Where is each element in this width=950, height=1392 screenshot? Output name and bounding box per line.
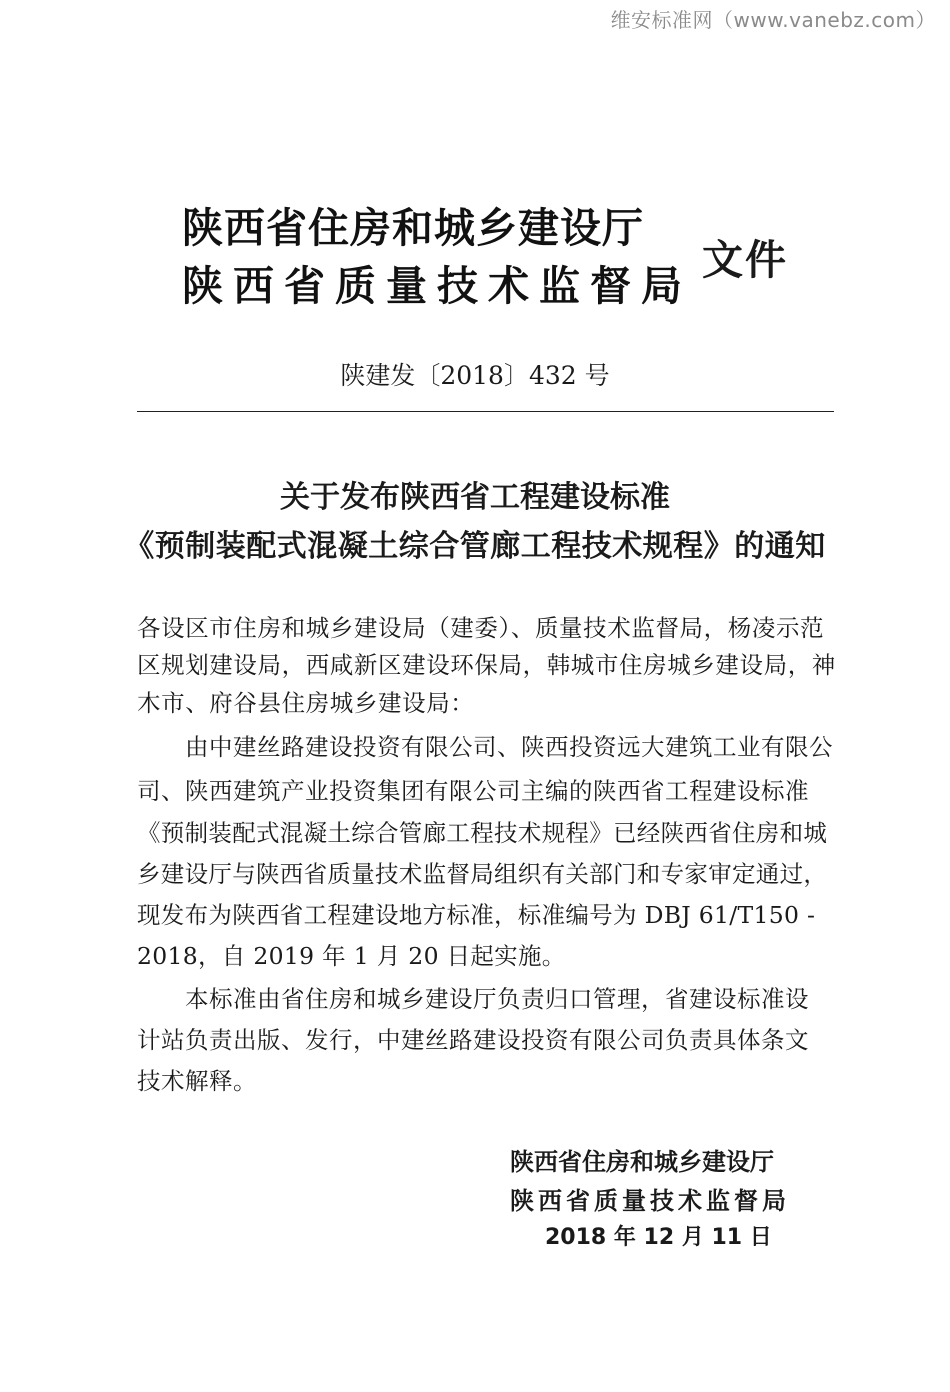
- body-line: 本标准由省住房和城乡建设厅负责归口管理，省建设标准设: [185, 985, 809, 1013]
- body-line: 现发布为陕西省工程建设地方标准，标准编号为 DBJ 61/T150 -: [137, 901, 816, 929]
- body-line: 司、陕西建筑产业投资集团有限公司主编的陕西省工程建设标准: [137, 777, 809, 805]
- body-line: 技术解释。: [137, 1067, 257, 1095]
- body-line: 2018，自 2019 年 1 月 20 日起实施。: [137, 942, 566, 970]
- site-watermark: 维安标准网（www.vanebz.com）: [610, 8, 936, 32]
- body-line: 木市、府谷县住房城乡建设局：: [137, 689, 475, 717]
- issuer-housing-department: 陕西省住房和城乡建设厅: [182, 204, 644, 252]
- signature-date: 2018 年 12 月 11 日: [545, 1225, 772, 1250]
- signature-housing-department: 陕西省住房和城乡建设厅: [510, 1148, 774, 1176]
- issuer-quality-bureau: 陕西省质量技术监督局: [182, 262, 692, 310]
- body-line: 由中建丝路建设投资有限公司、陕西投资远大建筑工业有限公: [185, 733, 833, 761]
- body-line: 区规划建设局，西咸新区建设环保局，韩城市住房城乡建设局，神: [137, 651, 836, 679]
- body-line: 乡建设厅与陕西省质量技术监督局组织有关部门和专家审定通过，: [137, 860, 828, 888]
- notice-title-line-2: 《预制装配式混凝土综合管廊工程技术规程》的通知: [124, 529, 826, 564]
- signature-quality-bureau: 陕西省质量技术监督局: [510, 1187, 790, 1215]
- notice-title-line-1: 关于发布陕西省工程建设标准: [280, 480, 670, 515]
- body-line: 计站负责出版、发行，中建丝路建设投资有限公司负责具体条文: [137, 1026, 809, 1054]
- body-line: 《预制装配式混凝土综合管廊工程技术规程》已经陕西省住房和城: [137, 819, 828, 847]
- document-number: 陕建发〔2018〕432 号: [340, 361, 610, 390]
- document-header: [182, 195, 822, 315]
- document-type-label: 文件: [702, 236, 788, 284]
- header-divider: [137, 411, 834, 412]
- body-line: 各设区市住房和城乡建设局（建委）、质量技术监督局，杨凌示范: [137, 614, 825, 642]
